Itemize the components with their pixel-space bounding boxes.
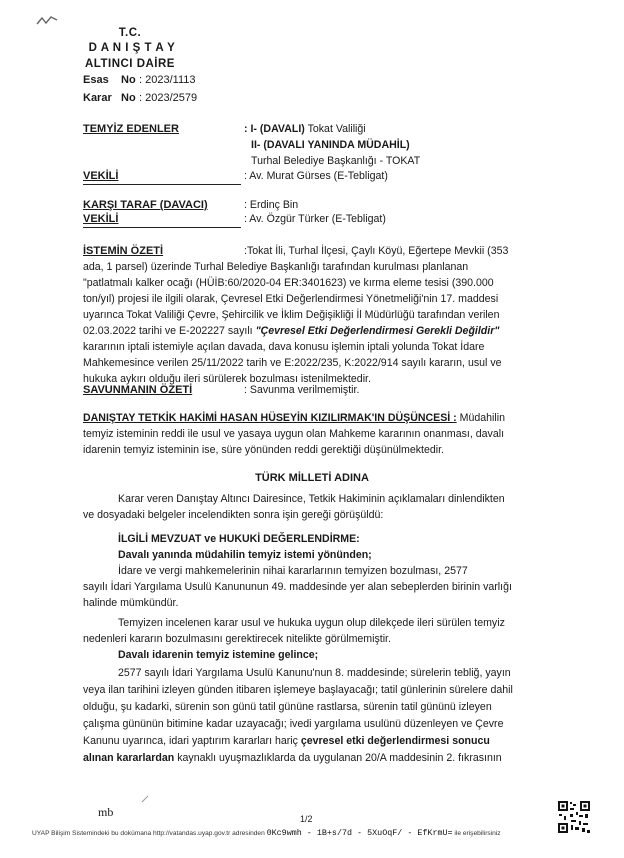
footer-uyap-tail: ile erişebilirsiniz: [454, 830, 501, 837]
istem-line3: "patlatmalı kalker ocağı (HÜİB:60/2020-04 ER:3401623) ve kırma eleme tesisi (390.000: [83, 277, 494, 289]
tetkik-line3: idarenin temyiz isteminin ise, süre yönünden reddi gerektiği düşünülmektedir.: [83, 444, 444, 456]
tetkik-line2: temyiz isteminin reddi ile usul ve yasaya uygun olan Mahkeme kararının onanması, davalı: [83, 428, 505, 440]
turk-milleti-adina: TÜRK MİLLETİ ADINA: [255, 472, 369, 484]
body-p2-line1: İdare ve vergi mahkemelerinin nihai kararlarının temyizen bozulması, 2577: [118, 565, 468, 577]
vekili-value-2: : Av. Özgür Türker (E-Tebligat): [244, 213, 386, 225]
footer-mark-icon: [140, 794, 150, 804]
body-p1-line2: ve dosyadaki belgeler incelendikten sonra işin gereği görüşüldü:: [83, 509, 384, 521]
body-p2-line2: sayılı İdari Yargılama Usulü Kanununun 49. maddesinde yer alan sebeplerden birinin varlığı: [83, 581, 512, 593]
footer-uyap-line: [32, 828, 501, 838]
temyiz-edenler-label: TEMYİZ EDENLER: [83, 123, 179, 135]
body-p4-line1: 2577 sayılı İdari Yargılama Usulü Kanunu'nun 8. maddesinde; sürelerin tebliğ, yayın: [118, 667, 511, 679]
karsi-taraf-value: : Erdinç Bin: [244, 199, 299, 211]
subheading-mudahil: Davalı yanında müdahilin temyiz istemi yönünden;: [118, 549, 372, 561]
istem-line1: :Tokat İli, Turhal İlçesi, Çaylı Köyü, Eğertepe Mevkii (353: [244, 245, 509, 257]
istem-line7: kararının iptali istemiyle açılan davada, dava konusu işlemin iptali yolunda Tokat İdare: [83, 341, 485, 353]
karar-label: Karar: [83, 92, 112, 104]
tetkik-line1: [83, 411, 505, 427]
footer-initials: mb: [98, 805, 114, 819]
karar-number: : 2023/2579: [139, 92, 198, 104]
page-number: 1/2: [300, 814, 313, 824]
vekili-label-2: VEKİLİ: [83, 213, 119, 225]
istemin-ozeti-label: İSTEMİN ÖZETİ: [83, 245, 164, 257]
body-p4-ced-phrase: çevresel etki değerlendirmesi sonucu: [300, 735, 490, 747]
istem-line6-text: 02.03.2022 tarihi ve E-202227 sayılı: [83, 325, 256, 337]
vekili-underline-2: [83, 227, 241, 228]
temyiz-line2: II- (DAVALI YANINDA MÜDAHİL): [251, 139, 410, 151]
temyiz-line1: [244, 122, 366, 138]
esas-number: : 2023/1113: [139, 74, 196, 86]
header-court: D A N I Ş T A Y: [88, 42, 176, 54]
header-tc: T.C.: [118, 27, 142, 39]
tetkik-heading-tail: Müdahilin: [456, 412, 506, 424]
temyiz-davali-name: Tokat Valiliği: [304, 123, 366, 135]
temyiz-davali-prefix: : I- (DAVALI): [244, 123, 305, 135]
esas-label: Esas: [83, 74, 109, 86]
body-p4-line4: çalışma gününün bitimine kadar uzayacağı; ivedi yargılama usulünü düzenleyen ve Çevre: [83, 718, 504, 730]
section-heading: İLGİLİ MEVZUAT ve HUKUKİ DEĞERLENDİRME:: [118, 533, 360, 545]
savunma-value: : Savunma verilmemiştir.: [244, 384, 360, 396]
corner-scribble-icon: [36, 14, 58, 28]
tetkik-heading: DANIŞTAY TETKİK HAKİMİ HASAN HÜSEYİN KIZILIRMAK'IN DÜŞÜNCESİ :: [83, 412, 457, 424]
body-p4-kararlardan: alınan kararlardan: [83, 752, 175, 764]
footer-uyap-text: UYAP Bilişim Sistemindeki bu dokümana http://vatandas.uyap.gov.tr adresinden: [32, 830, 265, 837]
istem-line2: ada, 1 parsel) üzerinde Turhal Belediye Başkanlığı tarafından kurulması planlanan: [83, 261, 469, 273]
body-p3-line2: nedenleri kararın bozulmasını gerektirecek nitelikte görülmemiştir.: [83, 633, 391, 645]
esas-no-label: No: [121, 74, 136, 86]
body-p4-line3: olduğu, şu kadarki, sürenin son günü tatil gününe rastlarsa, sürenin tatil gününü izleyen: [83, 701, 492, 713]
subheading-davali: Davalı idarenin temyiz istemine gelince;: [118, 649, 319, 661]
qr-code-icon: [557, 800, 591, 834]
body-p3-line1: Temyizen incelenen karar usul ve hukuka uygun olup dilekçede ileri sürülen temyiz: [118, 617, 505, 629]
body-p4-line5: [83, 734, 490, 750]
footer-access-code: 0Kc9wmh - 1B+s/7d - 5XuOqF/ - EfKrmU=: [266, 828, 453, 838]
body-p4-line5-text: Kanunu uyarınca, idari yaptırım kararları hariç: [83, 735, 301, 747]
header-chamber: ALTINCI DAİRE: [85, 58, 175, 70]
body-p4-line2: veya ilan tarihini izleyen günden itibaren işlemeye başlayacağı; tatil günlerinin sürelere dahil: [83, 684, 513, 696]
vekili-label-1: VEKİLİ: [83, 170, 119, 182]
karsi-taraf-label: KARŞI TARAF (DAVACI): [83, 199, 208, 211]
body-p4-line6: [83, 751, 502, 767]
istem-ced-quote: "Çevresel Etki Değerlendirmesi Gerekli Değildir": [255, 325, 500, 337]
body-p4-line6-text: kaynaklı uyuşmazlıklarda da uygulanan 20/A maddesinin 2. fıkrasının: [174, 752, 502, 764]
body-p1-line1: Karar veren Danıştay Altıncı Dairesince, Tetkik Hakiminin açıklamaları dinlendikten: [118, 493, 505, 505]
body-p2-line3: halinde mümkündür.: [83, 597, 179, 609]
karar-no-label: No: [121, 92, 136, 104]
temyiz-line3: Turhal Belediye Başkanlığı - TOKAT: [251, 155, 421, 167]
vekili-underline-1: [83, 184, 241, 185]
istem-line9: hukuka aykırı olduğu ileri sürülerek bozulması istenilmektedir.: [83, 373, 371, 385]
istem-line4: ton/yıl) projesi ile ilgili olarak, Çevresel Etki Değerlendirmesi Yönetmeliği'nin 17. maddesi: [83, 293, 499, 305]
vekili-value-1: : Av. Murat Gürses (E-Tebligat): [244, 170, 388, 182]
istem-line8: Mahkemesince verilen 25/11/2022 tarih ve E:2022/235, K:2022/914 sayılı kararın, usul ve: [83, 357, 502, 369]
istem-line5: uyarınca Tokat Valiliği Çevre, Şehircilik ve İklim Değişikliği İl Müdürlüğü tarafından verilen: [83, 309, 500, 321]
istem-line6: [83, 324, 499, 340]
savunma-label: SAVUNMANIN ÖZETİ: [83, 384, 193, 396]
